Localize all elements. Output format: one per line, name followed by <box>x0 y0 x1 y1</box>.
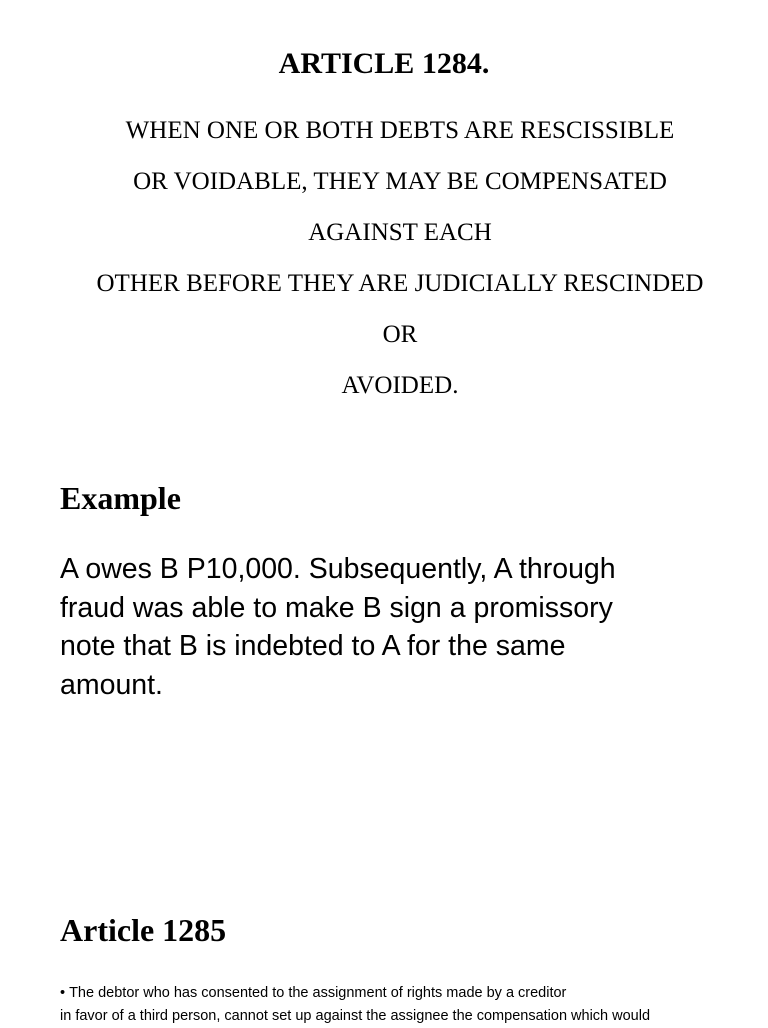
article-1284-line: AVOIDED. <box>341 372 459 399</box>
article-1284-title: ARTICLE 1284. <box>278 47 490 80</box>
article-1284-text <box>30 105 768 411</box>
article-1284-line: OR VOIDABLE, THEY MAY BE COMPENSATED <box>133 168 667 195</box>
article-1284-line: OR <box>382 321 418 348</box>
example-body <box>60 550 740 704</box>
article-1285-line: in favor of a third person, cannot set up against the assignee the compensation which would <box>60 1008 651 1024</box>
article-1284-line: WHEN ONE OR BOTH DEBTS ARE RESCISSIBLE <box>125 117 675 144</box>
article-1285-line <box>60 982 760 1005</box>
article-1284-line: AGAINST EACH <box>308 219 492 246</box>
example-line: A owes B P10,000. Subsequently, A through <box>60 553 616 585</box>
article-1285-line-text: The debtor who has consented to the assignment of rights made by a creditor <box>69 985 567 1001</box>
bullet-icon: • <box>60 985 66 1001</box>
article-1285-body <box>60 982 760 1028</box>
example-line: note that B is indebted to A for the same <box>60 630 566 662</box>
article-1284-line: OTHER BEFORE THEY ARE JUDICIALLY RESCINDED <box>96 270 704 297</box>
example-line: amount. <box>60 668 163 701</box>
article-1285-heading: Article 1285 <box>60 912 227 948</box>
example-heading: Example <box>60 480 181 516</box>
example-line: fraud was able to make B sign a promissory <box>60 591 613 624</box>
